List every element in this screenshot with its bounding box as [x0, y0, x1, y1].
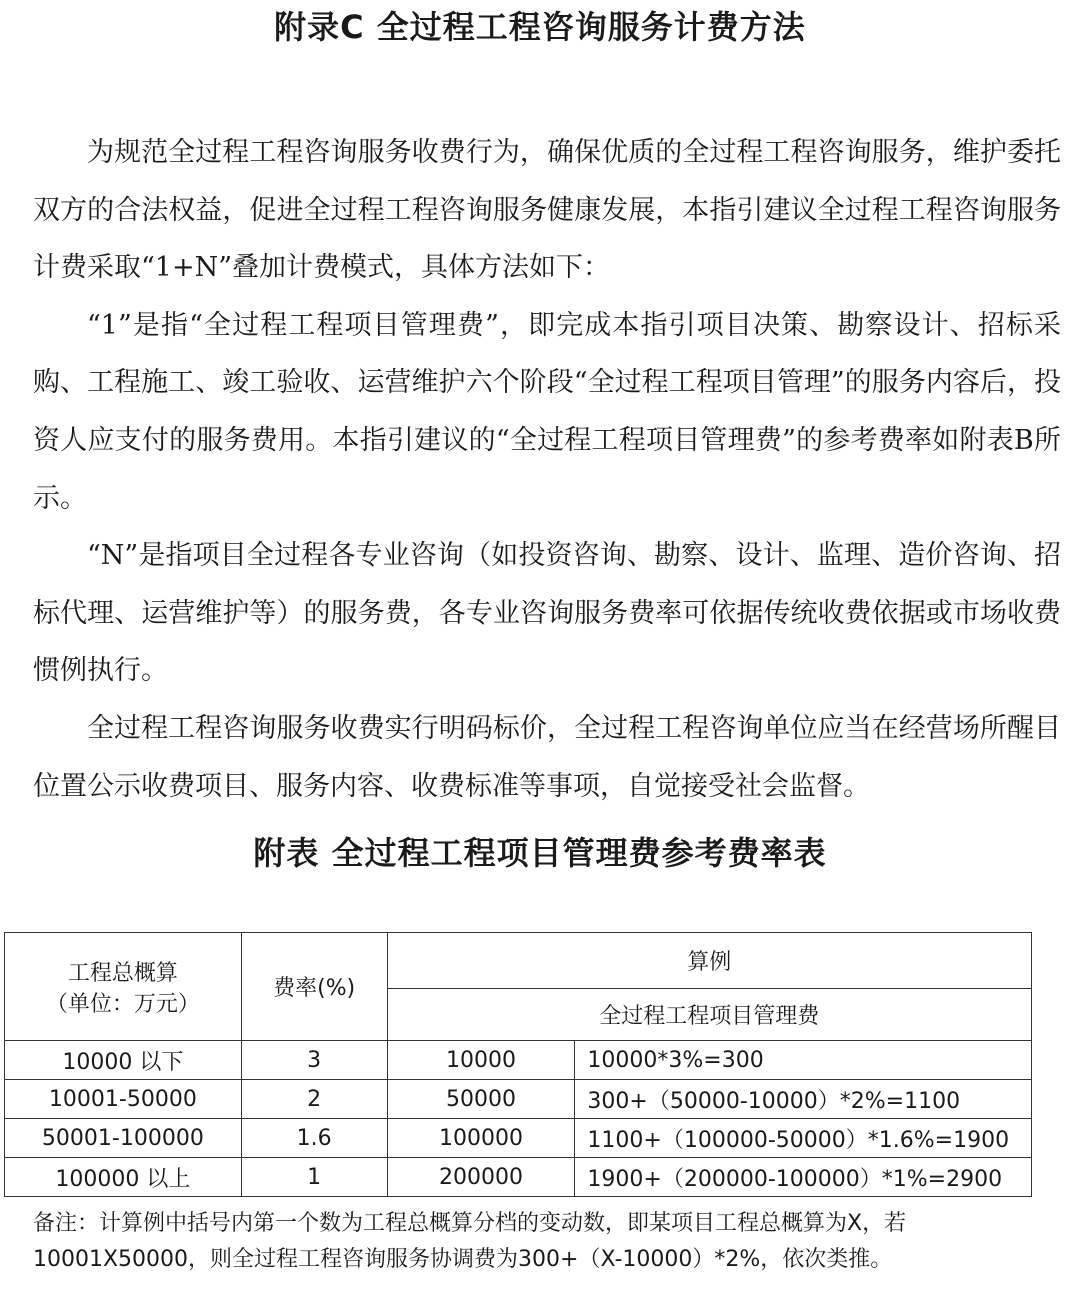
paragraph: 全过程工程咨询服务收费实行明码标价，全过程工程咨询单位应当在经营场所醒目位置公示收费项目、服务内容、收费标准等事项，自觉接受社会监督。	[33, 712, 1061, 802]
cell-formula: 1900+（200000-100000）*1%=2900	[575, 1158, 1032, 1197]
table-row	[5, 1080, 1032, 1119]
cell-formula: 300+（50000-10000）*2%=1100	[575, 1080, 1032, 1119]
fee-rate-table	[4, 932, 1032, 1197]
cell-range: 10001-50000	[5, 1080, 242, 1119]
header-total-budget-line2: （单位：万元）	[45, 991, 200, 1017]
header-total-budget	[5, 933, 242, 1041]
table-note: 备注：计算例中括号内第一个数为工程总概算分档的变动数，即某项目工程总概算为X，若10001X50000，则全过程工程咨询服务协调费为300+（X-10000）*2%，依次类推。	[33, 1211, 907, 1272]
table-row	[5, 1158, 1032, 1197]
appendix-title: 附录C 全过程工程咨询服务计费方法	[274, 8, 806, 46]
cell-formula: 1100+（100000-50000）*1.6%=1900	[575, 1119, 1032, 1158]
paragraph: “N”是指项目全过程各专业咨询（如投资咨询、勘察、设计、监理、造价咨询、招标代理、运营维护等）的服务费，各专业咨询服务费率可依据传统收费依据或市场收费惯例执行。	[33, 540, 1061, 687]
cell-amount: 10000	[387, 1041, 575, 1080]
cell-rate: 1.6	[241, 1119, 387, 1158]
body-text	[33, 124, 1061, 815]
cell-range: 100000 以上	[5, 1158, 242, 1197]
cell-amount: 200000	[387, 1158, 575, 1197]
paragraph: “1”是指“全过程工程项目管理费”，即完成本指引项目决策、勘察设计、招标采购、工程施工、竣工验收、运营维护六个阶段“全过程工程项目管理”的服务内容后，投资人应支付的服务费用。本指引建议的“全过程工程项目管理费”的参考费率如附表B所示。	[33, 309, 1061, 514]
cell-amount: 100000	[387, 1119, 575, 1158]
cell-rate: 2	[241, 1080, 387, 1119]
table-title: 附表 全过程工程项目管理费参考费率表	[253, 834, 827, 872]
cell-amount: 50000	[387, 1080, 575, 1119]
header-example: 算例	[387, 933, 1031, 989]
cell-rate: 3	[241, 1041, 387, 1080]
table-row	[5, 1119, 1032, 1158]
header-total-budget-line1: 工程总概算	[67, 960, 178, 986]
header-example-sub: 全过程工程项目管理费	[387, 989, 1031, 1041]
cell-rate: 1	[241, 1158, 387, 1197]
cell-formula: 10000*3%=300	[575, 1041, 1032, 1080]
cell-range: 10000 以下	[5, 1041, 242, 1080]
paragraph: 为规范全过程工程咨询服务收费行为，确保优质的全过程工程咨询服务，维护委托双方的合法权益，促进全过程工程咨询服务健康发展，本指引建议全过程工程咨询服务计费采取“1+N”叠加计费模式，具体方法如下：	[33, 137, 1061, 284]
header-rate: 费率(%)	[241, 933, 387, 1041]
table-row	[5, 1041, 1032, 1080]
cell-range: 50001-100000	[5, 1119, 242, 1158]
